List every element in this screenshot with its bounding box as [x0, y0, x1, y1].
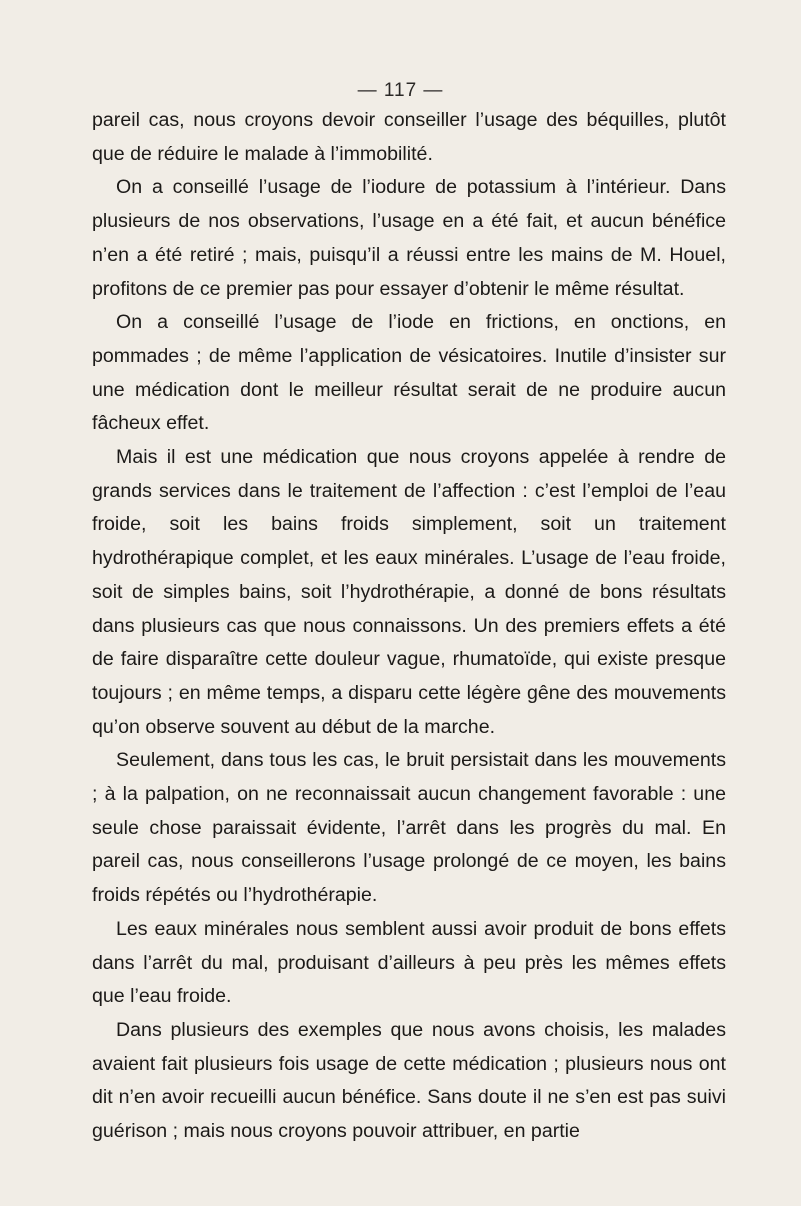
paragraph-continuation: pareil cas, nous croyons devoir conseiller l’usage des béquilles, plutôt que de réduire le malade à l’immobilité.: [92, 109, 726, 165]
paragraph-iode: On a conseillé l’usage de l’iode en frictions, en onctions, en pommades ; de même l’application de vésicatoires. Inutile d’insister sur une médication dont le meilleur résultat serait de ne produire aucun fâcheux effet.: [92, 311, 726, 435]
paragraph-exemples: Dans plusieurs des exemples que nous avons choisis, les malades avaient fait plusieurs fois usage de cette médication ; plusieurs nous ont dit n’en avoir recueilli aucun bénéfice. Sans doute il ne s’en est pas suivi guérison ; mais nous croyons pouvoir attribuer, en partie: [92, 1018, 726, 1143]
paragraph-bruit: Seulement, dans tous les cas, le bruit persistait dans les mouvements ; à la palpation, on ne reconnaissait aucun changement favorable : une seule chose paraissait évidente, l’arrêt dans les progrès du mal. En pareil cas, nous conseillerons l’usage prolongé de ce moyen, les bains froids répétés ou l’hydrothérapie.: [92, 749, 726, 907]
paragraph-eau-froide: Mais il est une médication que nous croyons appelée à rendre de grands services dans le traitement de l’affection : c’est l’emploi de l’eau froide, soit les bains froids simplement, soit un traitement hydrothérapique complet, et les eaux minérales. L’usage de l’eau froide, soit de simples bains, soit l’hydrothérapie, a donné de bons résultats dans plusieurs cas que nous connaissons. Un des premiers effets a été de faire disparaître cette douleur vague, rhumatoïde, qui existe presque toujours ; en même temps, a disparu cette légère gêne des mouvements qu’on observe souvent au début de la marche.: [92, 446, 726, 738]
paragraph-iodure: On a conseillé l’usage de l’iodure de potassium à l’intérieur. Dans plusieurs de nos observations, l’usage en a été fait, et aucun bénéfice n’en a été retiré ; mais, puisqu’il a réussi entre les mains de M. Houel, profitons de ce premier pas pour essayer d’obtenir le même résultat.: [92, 176, 726, 300]
paragraph-eaux-minerales: Les eaux minérales nous semblent aussi avoir produit de bons effets dans l’arrêt du mal, produisant d’ailleurs à peu près les mêmes effets que l’eau froide.: [92, 917, 726, 1008]
body-text: [92, 104, 726, 1149]
page-number: — 117 —: [357, 80, 444, 101]
